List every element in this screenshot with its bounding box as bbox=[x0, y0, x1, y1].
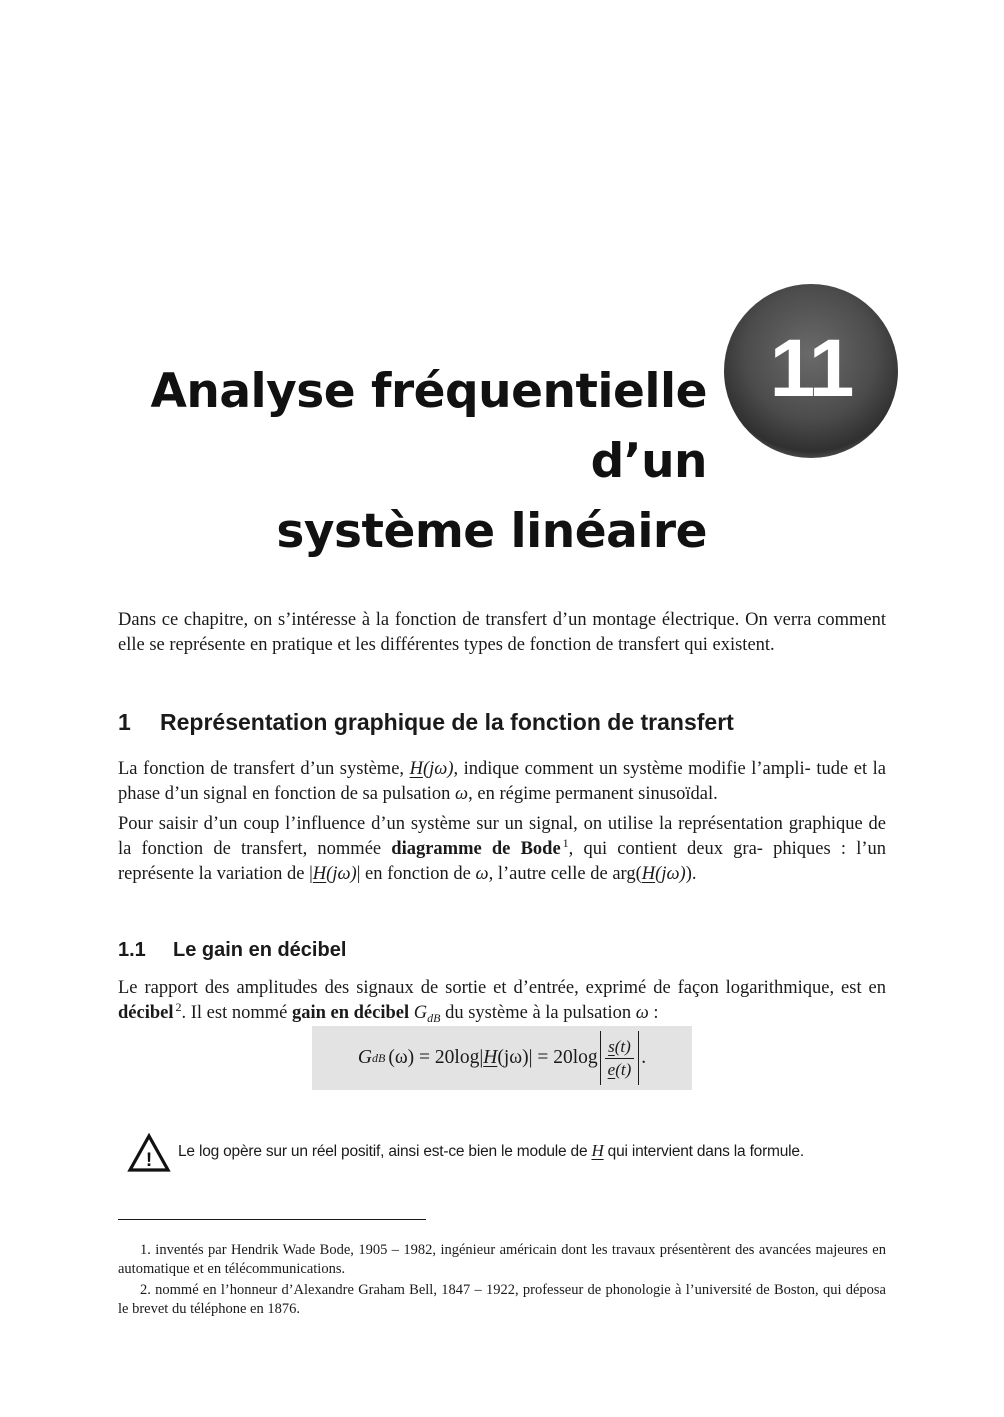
eq-numerator bbox=[605, 1036, 634, 1059]
math-H: H bbox=[409, 758, 423, 779]
footnote-ref-1[interactable]: 1 bbox=[562, 835, 569, 850]
footnote-ref-2[interactable]: 2 bbox=[175, 999, 182, 1014]
section-1-number: 1 bbox=[118, 709, 131, 736]
text-span: Le rapport des amplitudes des signaux de sortie et d’entrée, exprimé de façon logarithmique, est en bbox=[118, 977, 886, 998]
warning-triangle-icon bbox=[127, 1133, 171, 1173]
warning-text bbox=[178, 1140, 804, 1163]
abs-bar: | bbox=[356, 863, 361, 884]
abs-bar: | bbox=[309, 863, 313, 884]
math-omega: ω bbox=[455, 783, 469, 804]
footnote-rule bbox=[118, 1219, 426, 1220]
gain-equation-box bbox=[312, 1026, 692, 1090]
text-span: , indique comment un système modifie l’ampli- bbox=[453, 758, 811, 779]
gain-term: gain en décibel bbox=[291, 1002, 410, 1023]
section-1-title: Représentation graphique de la fonction de transfert bbox=[160, 709, 734, 736]
eq-e: e bbox=[607, 1059, 616, 1079]
chapter-title-line-1: Analyse fréquentielle d’un bbox=[150, 364, 707, 490]
chapter-title-line-2: système linéaire bbox=[276, 504, 707, 560]
math-arg: arg( bbox=[612, 863, 642, 884]
eq-abs-fraction bbox=[600, 1031, 640, 1085]
chapter-number: 11 bbox=[769, 323, 853, 414]
math-jw: (jω) bbox=[326, 863, 357, 884]
footnote-2: 2. nommé en l’honneur d’Alexandre Graham Bell, 1847 – 1922, professeur de phonologie à l’université de Boston, qui déposa le brevet du téléphone en 1876. bbox=[118, 1281, 886, 1317]
eq-fraction bbox=[605, 1036, 635, 1081]
section-1-1-number: 1.1 bbox=[118, 939, 146, 961]
math-H: H bbox=[641, 863, 656, 884]
eq-H: H bbox=[483, 1047, 498, 1068]
chapter-title bbox=[67, 357, 707, 567]
text-span: : bbox=[648, 1002, 659, 1023]
eq-s-arg: (t) bbox=[614, 1036, 631, 1056]
section-1-1-title: Le gain en décibel bbox=[173, 939, 347, 961]
math-jw: (jω) bbox=[422, 758, 454, 779]
text-span: La fonction de transfert d’un système, bbox=[118, 758, 410, 779]
footnote-1: 1. inventés par Hendrik Wade Bode, 1905 – 1982, ingénieur américain dont les travaux présentèrent des avancées majeures en automatique et en télécommunications. bbox=[118, 1241, 886, 1277]
bode-paragraph bbox=[118, 812, 886, 887]
eq-s: s bbox=[608, 1036, 615, 1056]
chapter-number-badge bbox=[724, 284, 898, 458]
text-span: tude et la phase d’un signal en fonction de sa pulsation bbox=[118, 758, 887, 804]
math-H: H bbox=[312, 863, 327, 884]
eq-end: . bbox=[641, 1047, 647, 1068]
text-span: phiques : l’un représente la variation de bbox=[118, 838, 887, 884]
math-omega: ω bbox=[635, 1002, 649, 1023]
eq-denominator bbox=[605, 1059, 635, 1081]
text-span: , l’autre celle de bbox=[488, 863, 613, 884]
text-span: , qui contient deux gra- bbox=[568, 838, 763, 859]
text-span: du système à la pulsation bbox=[440, 1002, 636, 1023]
math-H: H bbox=[591, 1141, 604, 1160]
text-span: Le log opère sur un réel positif, ainsi est-ce bien le module de bbox=[178, 1143, 592, 1160]
transfer-function-paragraph bbox=[118, 757, 886, 807]
gain-paragraph bbox=[118, 976, 886, 1026]
section-1-heading bbox=[118, 707, 734, 737]
warning-exclamation: ! bbox=[145, 1150, 153, 1171]
decibel-term: décibel bbox=[118, 1002, 174, 1023]
text-span: ). bbox=[685, 863, 697, 884]
bode-term: diagramme de Bode bbox=[391, 838, 561, 859]
eq-mid: (jω)| = 20log bbox=[497, 1047, 598, 1068]
math-omega: ω bbox=[475, 863, 489, 884]
intro-paragraph: Dans ce chapitre, on s’intéresse à la fonction de transfert d’un montage électrique. On verra comment elle se représente en pratique et les différentes types de fonction de transfert qui existent. bbox=[118, 609, 886, 655]
text-span: . Il est nommé bbox=[181, 1002, 292, 1023]
section-1-1-heading bbox=[118, 936, 346, 964]
text-span: Pour saisir d’un coup l’influence d’un système sur un signal, on utilise la représentation graphique de la fonction de transfert, nommée bbox=[118, 813, 886, 859]
math-jw: (jω) bbox=[655, 863, 686, 884]
text-span: , en régime permanent sinusoïdal. bbox=[468, 783, 718, 804]
eq-e-arg: (t) bbox=[615, 1059, 632, 1079]
gain-equation: G dB (ω) = 20log| H (jω)| = 20log $\frac{s(t)}{e(t)}$ . bbox=[358, 1031, 646, 1085]
eq-G: G bbox=[357, 1047, 372, 1068]
text-span: qui intervient dans la formule. bbox=[603, 1143, 804, 1160]
eq-lhs: (ω) = 20log| bbox=[388, 1047, 484, 1068]
math-G-sub: dB bbox=[427, 1010, 441, 1025]
text-span: en fonction de bbox=[360, 863, 476, 884]
math-G: G bbox=[413, 1002, 428, 1023]
